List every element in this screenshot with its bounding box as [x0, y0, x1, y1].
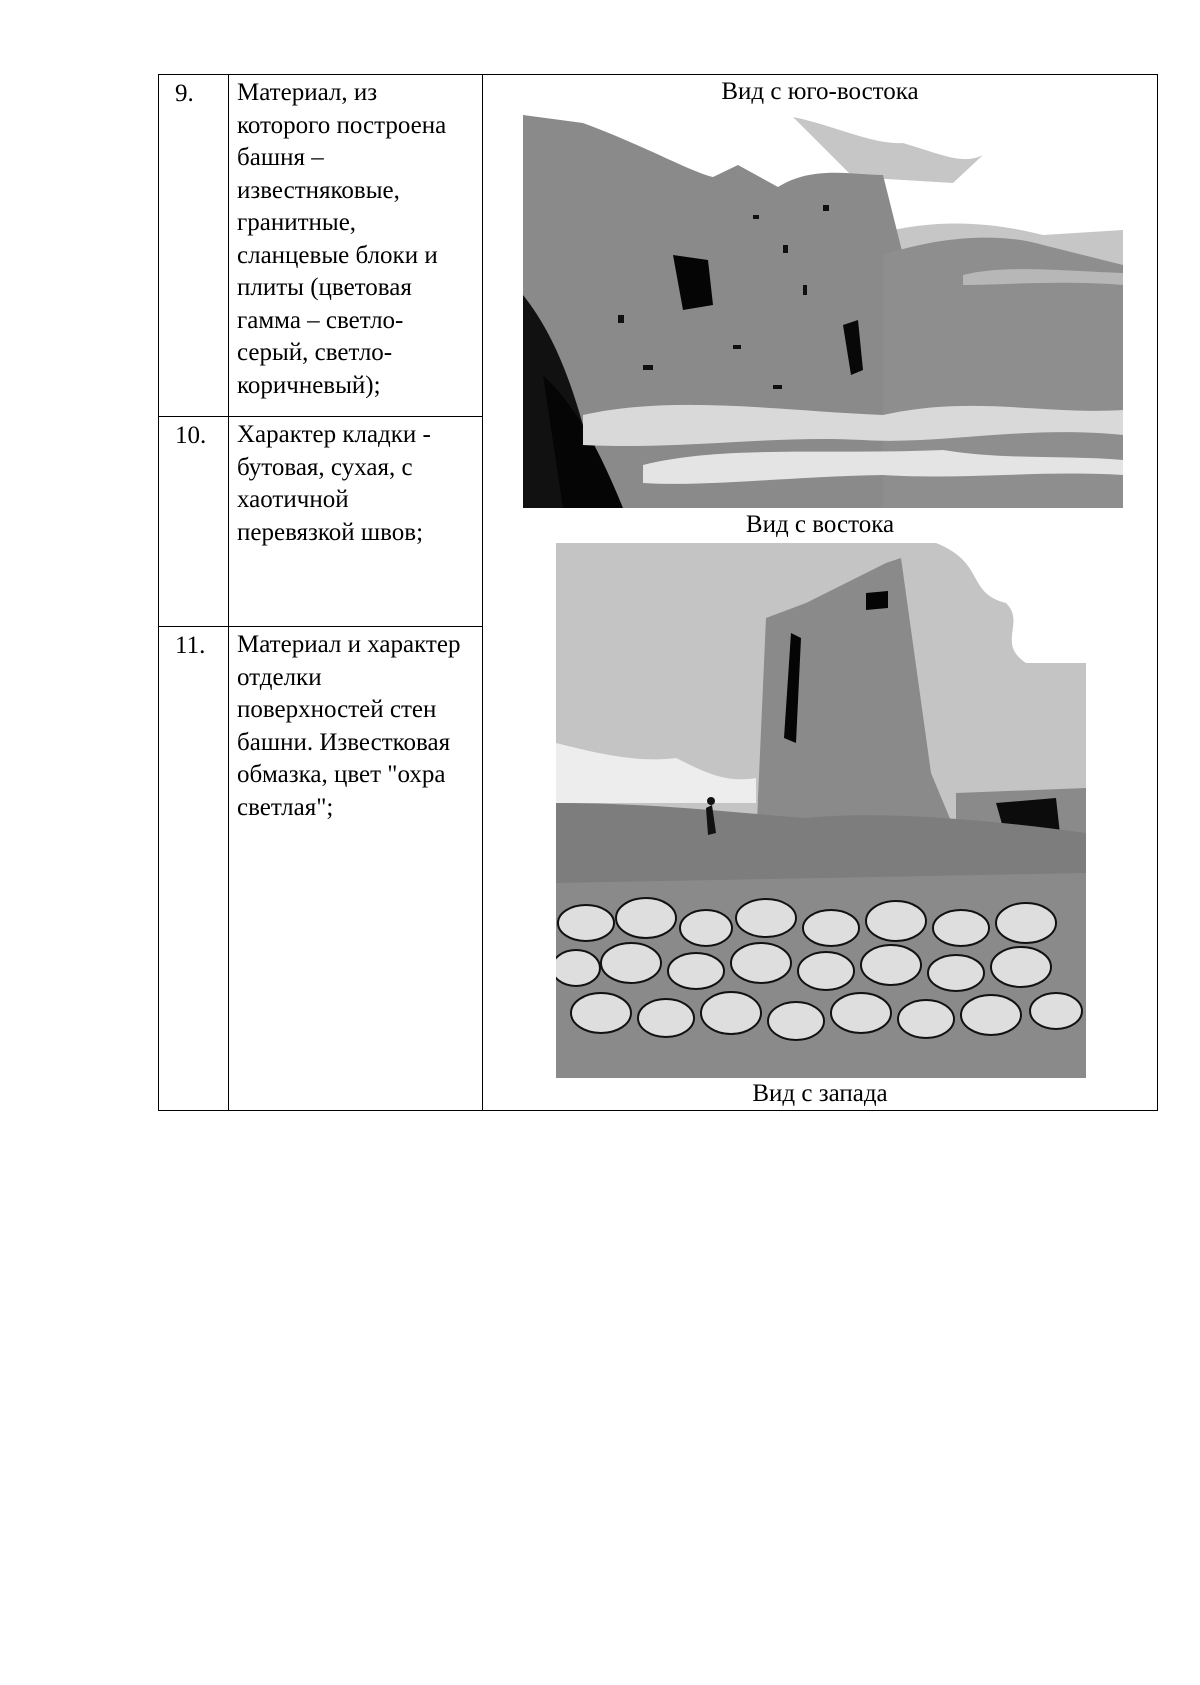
row-number: 10.: [159, 417, 229, 627]
caption-east-view: Вид с востока: [745, 511, 895, 538]
photo-west-view: [556, 543, 1086, 1078]
row-number: 11.: [159, 627, 229, 1111]
photo-southeast-view: [523, 115, 1123, 508]
row-text-material: Материал, из которого построена башня – известняковые, гранитные, сланцевые блоки и плиты (цветовая гамма – светло-серый, светло-коричневый);: [229, 75, 483, 417]
characteristics-table: [158, 74, 1158, 1111]
caption-southeast-view: Вид с юго-востока: [721, 78, 919, 105]
caption-west-view: Вид с запада: [752, 1080, 888, 1107]
row-text-masonry: Характер кладки - бутовая, сухая, с хаотичной перевязкой швов;: [229, 417, 483, 627]
row-text-finish: Материал и характер отделки поверхностей стен башни. Известковая обмазка, цвет "охра светлая";: [229, 627, 483, 1111]
row-number: 9.: [159, 75, 229, 417]
table-row: [159, 75, 1158, 417]
photos-cell: [483, 75, 1158, 1111]
